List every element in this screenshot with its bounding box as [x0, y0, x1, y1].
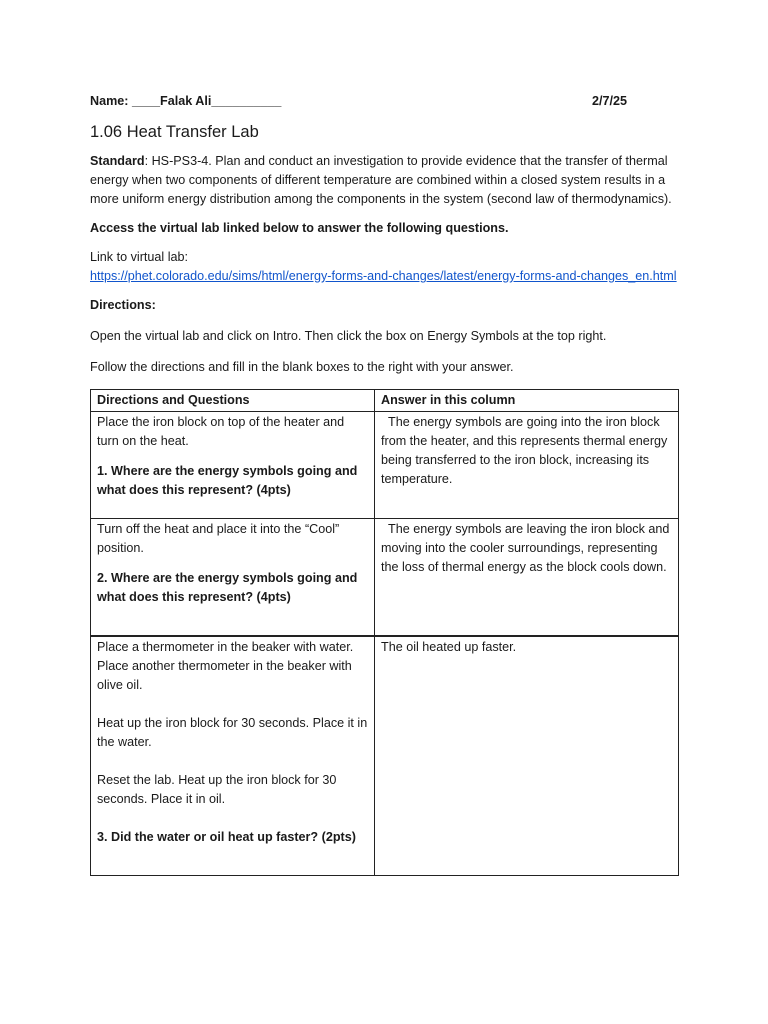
directions-cell: [91, 412, 375, 519]
table-row: [91, 412, 679, 519]
directions-cell: [91, 636, 375, 876]
question-text: 2. Where are the energy symbols going and what does this represent? (4pts): [97, 571, 358, 604]
answer-text: The oil heated up faster.: [381, 640, 517, 654]
direction-text: Place a thermometer in the beaker with water. Place another thermometer in the beaker with olive oil.: [97, 640, 354, 692]
directions-cell: [91, 519, 375, 637]
standard-label: Standard: [90, 154, 145, 168]
instruction-fill-boxes: Follow the directions and fill in the blank boxes to the right with your answer.: [90, 360, 514, 374]
standard-text: : HS-PS3-4. Plan and conduct an investigation to provide evidence that the transfer of thermal energy when two components of different temperature are combined within a closed system results in a more uniform energy distribution among the components in the system (second law of thermodynamics).: [90, 154, 672, 206]
direction-text: Heat up the iron block for 30 seconds. Place it in the water.: [97, 716, 368, 749]
header-row: [90, 90, 678, 112]
answer-cell[interactable]: [375, 412, 679, 519]
student-name: Name: ____Falak Ali__________: [90, 93, 282, 108]
table-row: [91, 636, 679, 876]
instruction-open-lab: Open the virtual lab and click on Intro. Then click the box on Energy Symbols at the top right.: [90, 329, 607, 343]
answer-text: The energy symbols are going into the iron block from the heater, and this represents thermal energy being transferred to the iron block, increasing its temperature.: [381, 415, 671, 486]
standard-paragraph: [90, 152, 678, 209]
access-instruction: Access the virtual lab linked below to answer the following questions.: [90, 221, 509, 235]
direction-text: Turn off the heat and place it into the “Cool” position.: [97, 522, 340, 555]
questions-table: [90, 389, 679, 876]
direction-text: Place the iron block on top of the heater and turn on the heat.: [97, 415, 345, 448]
document-page: [90, 90, 678, 876]
link-label: Link to virtual lab:: [90, 250, 189, 264]
direction-text: Reset the lab. Heat up the iron block for 30 seconds. Place it in oil.: [97, 773, 337, 806]
question-text: 1. Where are the energy symbols going and what does this represent? (4pts): [97, 464, 358, 497]
answer-text: The energy symbols are leaving the iron block and moving into the cooler surroundings, representing the loss of thermal energy as the block cools down.: [381, 522, 673, 574]
answer-cell[interactable]: [375, 636, 679, 876]
virtual-lab-link[interactable]: https://phet.colorado.edu/sims/html/energy-forms-and-changes/latest/energy-forms-and-changes_en.html: [90, 269, 677, 283]
header-directions: Directions and Questions: [91, 390, 375, 412]
question-text: 3. Did the water or oil heat up faster? (2pts): [97, 830, 356, 844]
table-header-row: [91, 390, 679, 412]
table-row: [91, 519, 679, 637]
page-title: 1.06 Heat Transfer Lab: [90, 123, 259, 141]
answer-cell[interactable]: [375, 519, 679, 637]
date: 2/7/25: [591, 93, 627, 108]
directions-heading: Directions:: [90, 298, 156, 312]
header-answer: Answer in this column: [375, 390, 679, 412]
